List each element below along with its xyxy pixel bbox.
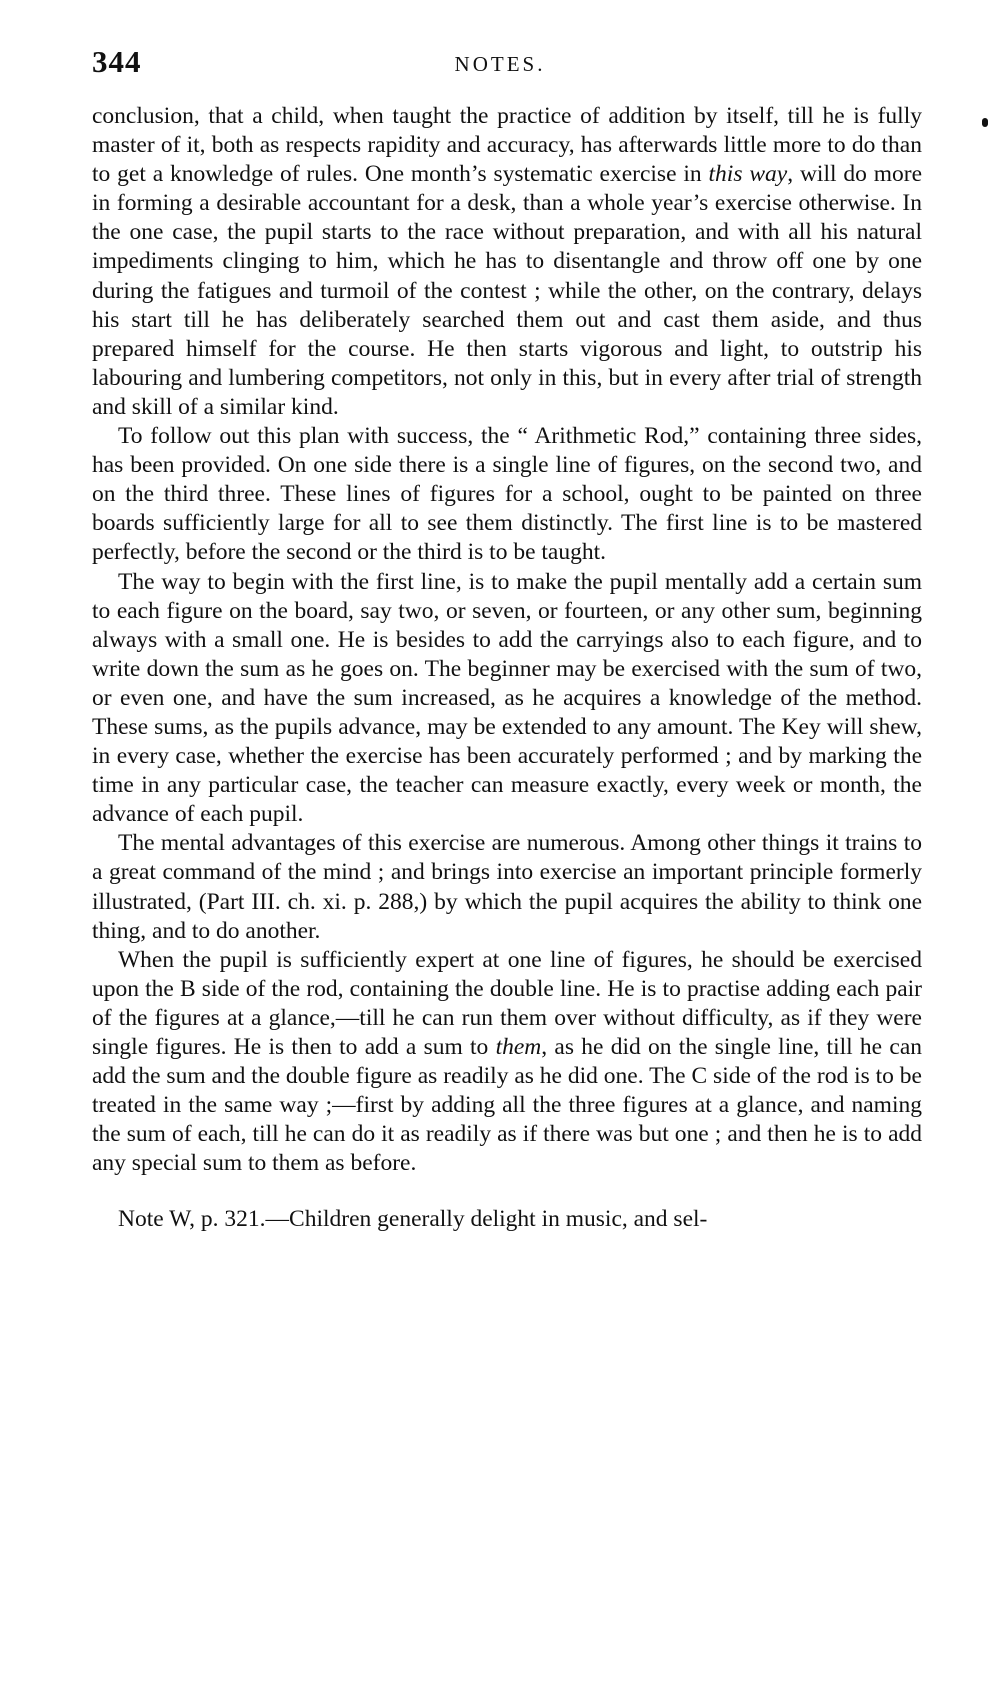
paragraph-3: The way to begin with the first line, is to make the pupil mentally add a certain sum to each figure on the board, say two, or seven, or fourteen, or any other sum, beginning always with a small one. He is besides to add the carryings also to each figure, and to write down the sum as he goes on. The beginner may be exercised with the sum of two, or even one, and have the sum increased, as he acquires a knowledge of the method. These sums, as the pupils advance, may be extended to any amount. The Key will shew, in every case, whether the exercise has been accurately performed ; and by marking the time in any particular case, the teacher can measure exactly, every week or month, the advance of each pupil.: [92, 568, 922, 828]
paragraph-1: [92, 102, 922, 422]
note-w-line: Note W, p. 321.—Children generally delight in music, and sel-: [118, 1206, 708, 1233]
paragraph-2: To follow out this plan with success, the “ Arithmetic Rod,” containing three sides, has been provided. On one side there is a single line of figures, on the second two, and on the third three. These lines of figures for a school, ought to be painted on three boards sufficiently large for all to see them distinctly. The first line is to be mastered perfectly, before the second or the third is to be taught.: [92, 423, 922, 566]
paragraph-5-text-b: , as he did on the single line, till he can add the sum and the double figure as readily as he did one. The C side of the rod is to be treated in the same way ;—first by adding all the three figures at a glance, and naming the sum of each, till he can do it as readily as if there was but one ; and then he is to add any special sum to them as before.: [92, 1034, 922, 1177]
page-number: 344: [92, 44, 142, 79]
body-text: [92, 102, 922, 1235]
paragraph-1-emphasis: this way: [708, 161, 788, 188]
margin-ink-mark: [982, 118, 988, 127]
paragraph-5-text-a: When the pupil is sufficiently expert at one line of figures, he should be exercised upon the B side of the rod, containing the double line. He is to practise adding each pair of the figures at a glance,—till he can run them over without difficulty, as if they were single figures. He is then to add a sum to: [92, 946, 922, 1060]
paragraph-1-text-a: conclusion, that a child, when taught the practice of addition by itself, till he is fully master of it, both as respects rapidity and accuracy, has afterwards little more to do than to get a knowledge of rules. One month’s systematic exercise in: [92, 103, 922, 188]
paragraph-1-text-b: , will do more in forming a desirable accountant for a desk, than a whole year’s exercise otherwise. In the one case, the pupil starts to the race without preparation, and with all his natural impediments clinging to him, which he has to disentangle and throw off one by one during the fatigues and turmoil of the contest ; while the other, on the contrary, delays his start till he has deliberately searched them out and cast them aside, and thus prepared himself for the course. He then starts vigorous and light, to outstrip his labouring and lumbering competitors, not only in this, but in every after trial of strength and skill of a similar kind.: [92, 161, 923, 420]
paragraph-5: [92, 946, 922, 1179]
running-head: NOTES.: [454, 52, 546, 76]
paragraph-5-emphasis: them: [495, 1034, 542, 1060]
paragraph-4: The mental advantages of this exercise are numerous. Among other things it trains to a great command of the mind ; and brings into exercise an important principle formerly illustrated, (Part III. ch. xi. p. 288,) by which the pupil acquires the ability to think one thing, and to do another.: [92, 830, 922, 944]
